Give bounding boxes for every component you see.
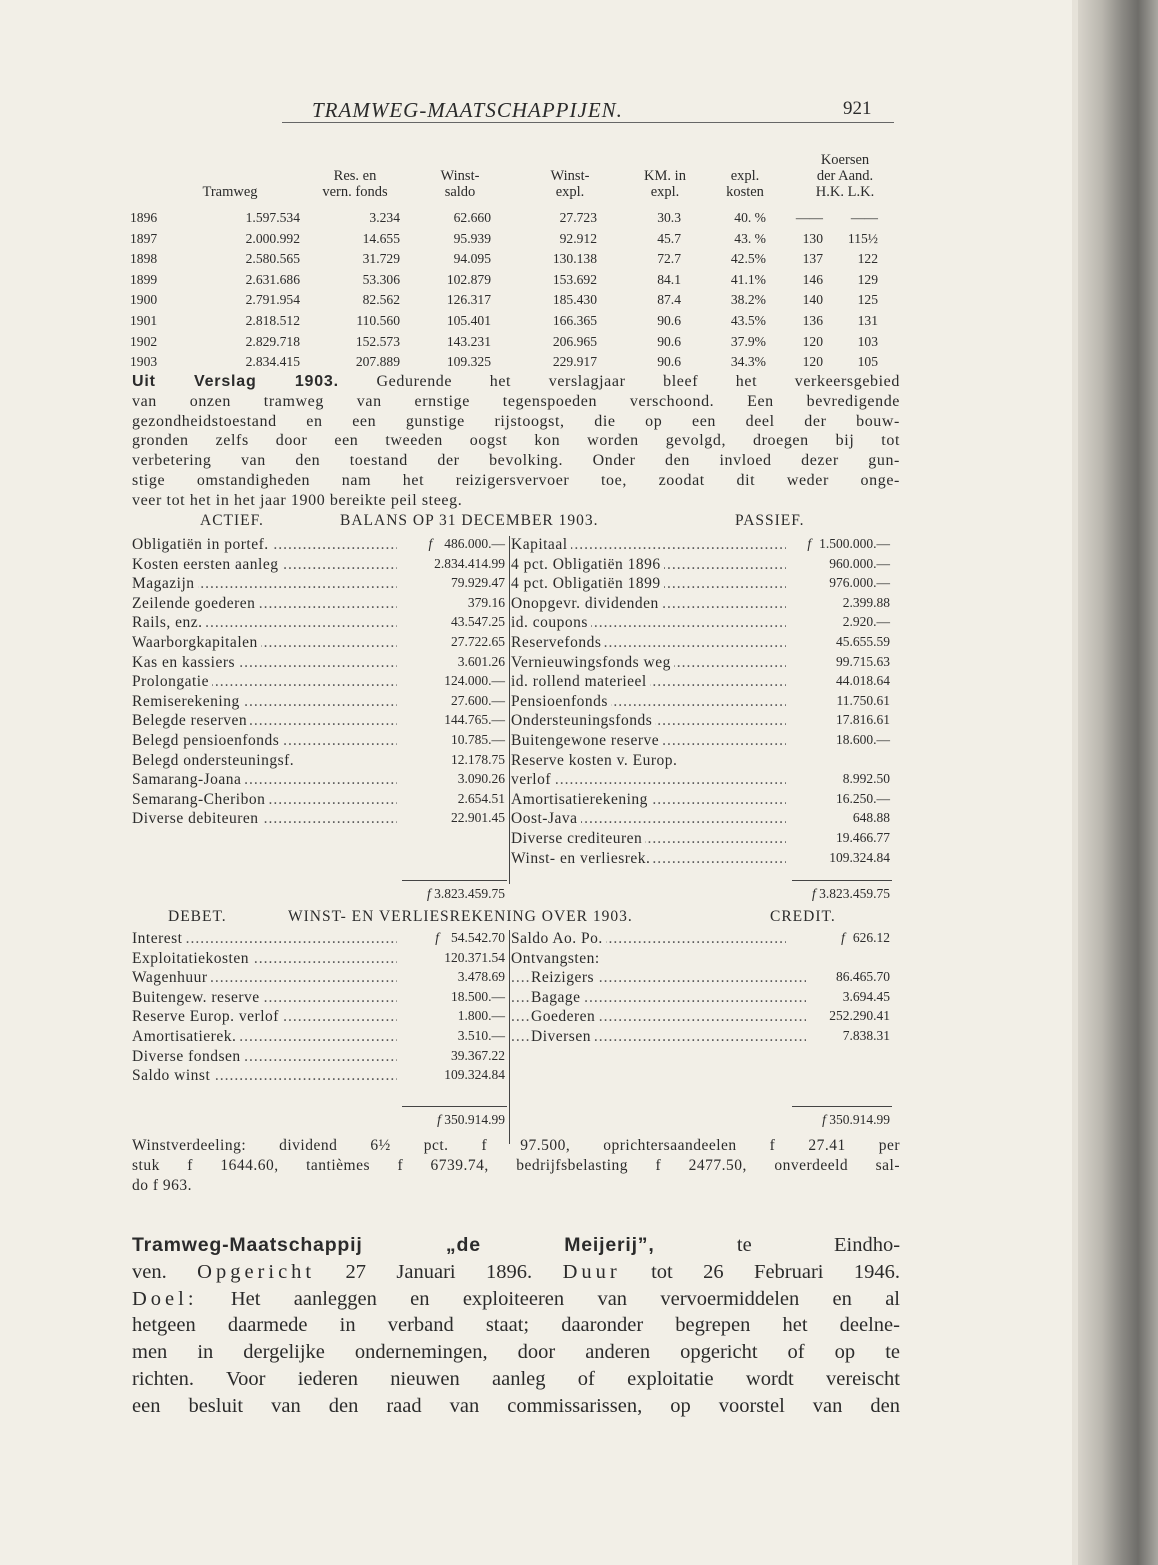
wv-left-amount: 39.367.22 <box>451 1047 505 1063</box>
col-header-km: KM. in expl. <box>644 168 686 200</box>
balans-right-label: Winst- en verliesrek. ..... <box>511 850 786 868</box>
balans-right-amount: 16.250.— <box>836 790 890 806</box>
balans-left-label: Belegd ondersteuningsf. <box>132 752 397 770</box>
company-name: Tramweg-Maatschappij „de Meijerij”, <box>132 1234 655 1256</box>
stat-cell-winst-saldo: 143.231 <box>446 333 491 349</box>
balans-ledger <box>132 536 892 901</box>
balans-row <box>132 791 892 811</box>
balans-right-label: Kapitaal ..... <box>511 536 786 554</box>
wv-left-amount: 3.510.— <box>457 1028 505 1043</box>
wv-credit-label: CREDIT. <box>770 908 836 925</box>
wv-right-amount: f 626.12 <box>841 930 890 945</box>
balans-right-label: id. coupons ..... <box>511 614 786 632</box>
stat-cell-km: 90.6 <box>657 313 681 328</box>
balans-left-label: Magazijn ..... <box>132 575 397 593</box>
stat-cell-km: 87.4 <box>657 292 681 308</box>
balans-row <box>132 556 892 576</box>
col-header-winst-saldo: Winst- saldo <box>440 168 480 200</box>
balans-total-row <box>132 886 892 906</box>
stat-cell-lk: —— <box>850 210 878 225</box>
balans-right-amount: 648.88 <box>852 810 890 826</box>
stat-cell-res: 110.560 <box>356 313 400 328</box>
wv-left-label: Buitengew. reserve ..... <box>132 989 397 1007</box>
stat-cell-res: 14.655 <box>362 230 400 246</box>
wv-row <box>132 989 892 1009</box>
stat-cell-hk: 137 <box>802 251 823 267</box>
wv-row <box>132 950 892 970</box>
company-entry: Tramweg-Maatschappij „de Meijerij”, te Eindho- ven. Opgericht 27 Januari 1896. Duur tot 26 Februari 1946. Doel: Het aanleggen en exploiteeren van vervoermiddelen en al hetgeen daarmede in verband staat; daaronder begrepen het deelne- men in dergelijke ondernemingen, door anderen opgericht of op te richten. Voor iederen nieuwen aanleg of exploitatie wordt vereischt een besluit van den raad van commissarissen, op voorstel van den <box>132 1234 900 1417</box>
stat-cell-hk: 120 <box>802 354 823 370</box>
balans-divider <box>509 536 510 884</box>
balans-left-amount: 2.834.414.99 <box>434 555 505 571</box>
wv-right-amount: 3.694.45 <box>842 988 890 1004</box>
wv-row <box>132 969 892 989</box>
balans-left-amount: 10.785.— <box>451 732 505 747</box>
balans-right-amount: 8.992.50 <box>842 771 890 787</box>
wv-left-label: Interest ..... <box>132 930 397 948</box>
balans-left-amount: 27.722.65 <box>451 634 505 649</box>
balans-right-amount: 17.816.61 <box>836 712 890 728</box>
wv-right-label: Ontvangsten: <box>511 950 786 968</box>
wv-right-amount: 252.290.41 <box>829 1008 890 1024</box>
stat-cell-tramweg: 2.834.415 <box>245 354 300 370</box>
col-header-kosten: expl. kosten <box>726 168 764 200</box>
wv-right-label: Saldo Ao. Po. ..... <box>511 930 786 948</box>
balans-row <box>132 712 892 732</box>
wv-total-left: f 350.914.99 <box>437 1112 505 1127</box>
wv-left-label: Diverse fondsen ..... <box>132 1048 397 1066</box>
balans-left-amount: 379.16 <box>467 594 505 610</box>
wv-left-label: Saldo winst ..... <box>132 1067 397 1085</box>
stat-cell-res: 31.729 <box>362 251 400 267</box>
stat-year: 1897 <box>130 230 158 246</box>
header-rule <box>282 122 894 123</box>
stat-cell-winst-expl: 92.912 <box>559 230 597 246</box>
balans-left-amount: 22.901.45 <box>451 810 505 826</box>
balans-left-amount: 43.547.25 <box>451 614 505 630</box>
stat-cell-lk: 125 <box>857 292 878 308</box>
balans-right-label: verlof ..... <box>511 771 786 789</box>
stat-cell-lk: 105 <box>857 354 878 370</box>
stat-cell-kosten: 41.1% <box>730 271 766 287</box>
balans-left-label: Samarang-Joana ..... <box>132 771 397 789</box>
wv-total-rule-left <box>402 1106 507 1107</box>
wv-row <box>132 1067 892 1087</box>
stat-cell-winst-saldo: 105.401 <box>446 313 491 328</box>
stat-cell-res: 152.573 <box>355 333 400 349</box>
stat-cell-kosten: 43. % <box>734 230 766 246</box>
wv-left-label: Exploitatiekosten ..... <box>132 950 397 968</box>
balans-left-label: Zeilende goederen ..... <box>132 595 397 613</box>
running-header: TRAMWEG-MAATSCHAPPIJEN. <box>312 98 623 122</box>
stat-cell-lk: 129 <box>857 271 878 287</box>
balans-left-label: Belegde reserven ..... <box>132 712 397 730</box>
stat-cell-hk: —— <box>795 210 823 225</box>
balans-right-amount: f 1.500.000.— <box>807 536 890 551</box>
stat-cell-tramweg: 2.000.992 <box>245 230 300 246</box>
balans-left-label <box>132 850 397 868</box>
stat-cell-lk: 115½ <box>847 230 878 246</box>
stat-cell-km: 90.6 <box>657 354 681 370</box>
balans-left-amount: 27.600.— <box>451 692 505 708</box>
balans-row <box>132 575 892 595</box>
balans-left-amount: 3.601.26 <box>457 653 505 669</box>
balans-left-label: Rails, enz. ..... <box>132 614 397 632</box>
balans-right-amount: 19.466.77 <box>836 830 890 845</box>
stat-year: 1896 <box>130 210 158 225</box>
stat-cell-hk: 130 <box>802 230 823 246</box>
book-binding-edge <box>1078 0 1158 1565</box>
balans-left-label: Belegd pensioenfonds ..... <box>132 732 397 750</box>
stat-year: 1898 <box>130 251 158 267</box>
balans-right-amount: 44.018.64 <box>836 673 890 689</box>
verslag-lead: Uit Verslag 1903. <box>132 373 339 390</box>
balans-row <box>132 830 892 850</box>
opgericht-label: Opgericht <box>197 1260 316 1283</box>
balans-left-amount: 3.090.26 <box>457 771 505 787</box>
stat-cell-lk: 103 <box>857 333 878 349</box>
col-header-res: Res. en vern. fonds <box>322 168 388 200</box>
balans-title: BALANS OP 31 DECEMBER 1903. <box>340 512 599 529</box>
wv-right-amount: 7.838.31 <box>842 1028 890 1043</box>
balans-right-label: Amortisatierekening ..... <box>511 791 786 809</box>
balans-right-label: Diverse crediteuren ..... <box>511 830 786 848</box>
statistics-table <box>120 150 910 370</box>
stat-cell-hk: 136 <box>802 313 823 328</box>
stat-cell-tramweg: 2.818.512 <box>245 313 300 328</box>
stat-cell-winst-saldo: 102.879 <box>446 271 491 287</box>
wv-right-label: Diversen ..... <box>511 1028 806 1046</box>
balans-left-amount: f 486.000.— <box>428 536 505 551</box>
balans-right-amount: 18.600.— <box>836 732 890 747</box>
wv-right-label: Bagage ..... <box>511 989 806 1007</box>
page-number: 921 <box>843 98 872 119</box>
stat-cell-hk: 140 <box>802 292 823 308</box>
balans-right-label: Ondersteuningsfonds ..... <box>511 712 786 730</box>
balans-right-label: Vernieuwingsfonds weg ..... <box>511 654 786 672</box>
balans-left-label: Diverse debiteuren ..... <box>132 810 397 828</box>
stat-cell-tramweg: 1.597.534 <box>245 210 300 225</box>
wv-ledger <box>132 930 892 1150</box>
wv-right-amount: 86.465.70 <box>836 969 890 985</box>
stat-year: 1903 <box>130 354 158 370</box>
stat-cell-res: 53.306 <box>362 271 400 287</box>
balans-right-label: Pensioenfonds ..... <box>511 693 786 711</box>
balans-row <box>132 850 892 870</box>
balans-left-label: Waarborgkapitalen ..... <box>132 634 397 652</box>
balans-right-label: Reservefonds ..... <box>511 634 786 652</box>
stat-cell-winst-expl: 229.917 <box>552 354 597 370</box>
stat-year: 1901 <box>130 313 158 328</box>
stat-cell-kosten: 40. % <box>734 210 766 225</box>
stat-cell-tramweg: 2.580.565 <box>245 251 300 267</box>
stat-cell-winst-expl: 166.365 <box>552 313 597 328</box>
balans-passief-label: PASSIEF. <box>735 512 805 529</box>
col-header-tramweg: Tramweg <box>202 184 258 200</box>
balans-left-amount: 2.654.51 <box>457 790 505 806</box>
wv-left-label: Reserve Europ. verlof ..... <box>132 1008 397 1026</box>
balans-row <box>132 752 892 772</box>
col-header-koersen: Koersen der Aand. H.K. L.K. <box>815 152 875 200</box>
balans-actief-label: ACTIEF. <box>200 512 264 529</box>
wv-left-amount: 3.478.69 <box>457 969 505 985</box>
stat-year: 1899 <box>130 271 158 287</box>
wv-row <box>132 930 892 950</box>
balans-row <box>132 693 892 713</box>
stat-cell-tramweg: 2.631.686 <box>245 271 300 287</box>
balans-left-label: Semarang-Cheribon ..... <box>132 791 397 809</box>
wv-left-amount: 18.500.— <box>451 988 505 1004</box>
wv-right-label: Goederen ..... <box>511 1008 806 1026</box>
wv-left-amount: 109.324.84 <box>444 1067 505 1083</box>
wv-left-amount: 120.371.54 <box>444 949 505 965</box>
wv-right-label <box>511 1048 786 1066</box>
stat-cell-kosten: 38.2% <box>730 292 766 308</box>
wv-right-label: Reizigers ..... <box>511 969 806 987</box>
stat-year: 1902 <box>130 333 158 349</box>
balans-row <box>132 614 892 634</box>
stat-cell-lk: 131 <box>857 313 878 328</box>
stat-cell-kosten: 34.3% <box>730 354 766 370</box>
stat-cell-km: 30.3 <box>657 210 681 225</box>
balans-right-amount: 976.000.— <box>829 575 890 591</box>
balans-total-rule-left <box>402 880 507 881</box>
wv-left-amount: 1.800.— <box>457 1008 505 1024</box>
stat-cell-kosten: 43.5% <box>730 313 766 328</box>
balans-left-label: Prolongatie ..... <box>132 673 397 691</box>
wv-left-label: Wagenhuur ..... <box>132 969 397 987</box>
balans-right-amount: 99.715.63 <box>836 653 890 669</box>
stat-cell-kosten: 37.9% <box>730 333 766 349</box>
balans-right-label: Reserve kosten v. Europ. <box>511 752 786 770</box>
stat-cell-km: 84.1 <box>657 271 681 287</box>
stat-cell-winst-expl: 206.965 <box>552 333 597 349</box>
stat-cell-hk: 120 <box>802 333 823 349</box>
wv-left-label: Amortisatierek. ..... <box>132 1028 397 1046</box>
stat-cell-hk: 146 <box>802 271 823 287</box>
stat-cell-res: 3.234 <box>369 210 400 225</box>
wv-row <box>132 1048 892 1068</box>
stat-cell-winst-saldo: 62.660 <box>453 210 491 225</box>
stat-cell-winst-expl: 185.430 <box>552 292 597 308</box>
stat-cell-kosten: 42.5% <box>730 251 766 267</box>
stat-cell-winst-expl: 153.692 <box>552 271 597 287</box>
balans-left-amount: 144.765.— <box>444 712 505 728</box>
stat-cell-res: 82.562 <box>362 292 400 308</box>
wv-total-rule-right <box>792 1106 892 1107</box>
stat-cell-winst-saldo: 126.317 <box>446 292 491 308</box>
balans-right-label: Onopgevr. dividenden ..... <box>511 595 786 613</box>
stat-cell-res: 207.889 <box>355 354 400 370</box>
stat-cell-km: 72.7 <box>657 251 681 267</box>
wv-right-label <box>511 1067 786 1085</box>
balans-row <box>132 673 892 693</box>
verslag-paragraph: Uit Verslag 1903. Gedurende het verslagjaar bleef het verkeersgebied van onzen tramweg van ernstige tegenspoeden verschoond. Een bevredigende gezondheidstoestand en een gunstige rijstoogst, die op een deel der bouw- gronden zelfs door een tweeden oogst kon worden gevolgd, droegen bij tot verbetering van den toestand der bevolking. Onder den invloed dezer gun- stige omstandigheden nam het reizigersvervoer toe, zoodat dit weder onge- veer tot het in het jaar 1900 bereikte peil steeg. <box>132 373 900 509</box>
balans-right-label: id. rollend materieel ..... <box>511 673 786 691</box>
wv-total-row <box>132 1112 892 1132</box>
balans-left-label: Obligatiën in portef. ..... <box>132 536 397 554</box>
balans-right-label: 4 pct. Obligatiën 1899 ..... <box>511 575 786 593</box>
balans-left-amount: 79.929.47 <box>451 575 505 591</box>
wv-debet-label: DEBET. <box>168 908 227 925</box>
balans-row <box>132 536 892 556</box>
balans-row <box>132 771 892 791</box>
stat-cell-winst-saldo: 95.939 <box>453 230 491 246</box>
balans-left-amount: 124.000.— <box>444 673 505 689</box>
duur-label: Duur <box>562 1260 621 1283</box>
wv-row <box>132 1028 892 1048</box>
balans-right-label: 4 pct. Obligatiën 1896 ..... <box>511 556 786 574</box>
stat-cell-winst-expl: 27.723 <box>559 210 597 225</box>
stat-cell-winst-saldo: 94.095 <box>453 251 491 267</box>
balans-right-amount: 2.399.88 <box>842 594 890 610</box>
wv-row <box>132 1008 892 1028</box>
balans-left-amount: 12.178.75 <box>451 751 505 767</box>
balans-left-label: Kosten eersten aanleg ..... <box>132 556 397 574</box>
balans-right-amount: 45.655.59 <box>836 634 890 649</box>
stat-cell-km: 90.6 <box>657 333 681 349</box>
doel-label: Doel: <box>132 1287 198 1310</box>
col-header-winst-expl: Winst- expl. <box>550 168 590 200</box>
stat-year: 1900 <box>130 292 158 308</box>
balans-left-label: Kas en kassiers ..... <box>132 654 397 672</box>
balans-row <box>132 654 892 674</box>
wv-total-right: f 350.914.99 <box>822 1112 890 1127</box>
balans-right-amount: 2.920.— <box>842 614 890 630</box>
balans-total-right: f 3.823.459.75 <box>811 886 890 901</box>
stat-cell-winst-expl: 130.138 <box>552 251 597 267</box>
wv-left-amount: f 54.542.70 <box>435 930 505 945</box>
balans-right-amount: 109.324.84 <box>829 849 890 865</box>
balans-left-label: Remiserekening ..... <box>132 693 397 711</box>
stat-cell-km: 45.7 <box>657 230 681 246</box>
balans-right-label: Buitengewone reserve ..... <box>511 732 786 750</box>
winstverdeeling-paragraph: Winstverdeeling: dividend 6½ pct. f 97.500, oprichtersaandeelen f 27.41 per stuk f 1644.60, tantièmes f 6739.74, bedrijfsbelasting f 2477.50, onverdeeld sal- do f 963. <box>132 1137 900 1194</box>
stat-cell-winst-saldo: 109.325 <box>446 354 491 370</box>
balans-right-amount: 11.750.61 <box>836 692 890 708</box>
balans-row <box>132 595 892 615</box>
balans-row <box>132 732 892 752</box>
stat-cell-tramweg: 2.829.718 <box>245 333 300 349</box>
balans-total-left: f 3.823.459.75 <box>426 886 505 901</box>
balans-right-label: Oost-Java ..... <box>511 810 786 828</box>
wv-title: WINST- EN VERLIESREKENING OVER 1903. <box>288 908 633 925</box>
balans-right-amount: 960.000.— <box>829 555 890 571</box>
balans-row <box>132 634 892 654</box>
balans-left-label <box>132 830 397 848</box>
stat-cell-lk: 122 <box>857 251 878 267</box>
stat-cell-tramweg: 2.791.954 <box>245 292 300 308</box>
balans-row <box>132 810 892 830</box>
balans-total-rule-right <box>792 880 892 881</box>
